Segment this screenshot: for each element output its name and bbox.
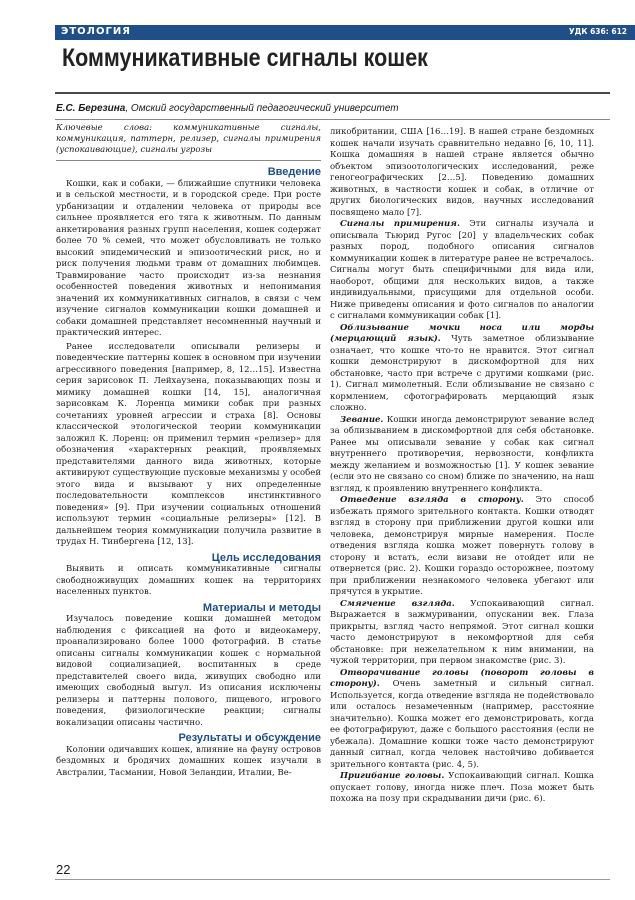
soft-gaze-paragraph	[330, 599, 594, 668]
head-turn-paragraph	[330, 668, 594, 772]
keywords-label: Ключевые слова:	[56, 123, 153, 133]
author-affiliation: , Омский государственный педагогический университет	[125, 103, 399, 114]
goal-heading: Цель исследования	[211, 551, 321, 564]
results-continuation: ликобритании, США [16…19]. В нашей стране бездомных кошек начали изучать сравнительно недавно [6, 10, 11]. Кошка домашняя в нашей стране является обычно объектом эпизоотологических исследований, реже геногеографических [2…5]. Поведению домашних животных, в частности кошек и собак, в отличие от других биологических видов, научных исследований посвящено мало [7].	[330, 127, 594, 218]
footer-rule	[55, 879, 610, 880]
right-column	[330, 127, 594, 806]
keywords-text: коммуникативные сигналы, коммуникация, паттерн, релизер, сигналы примирения (успокаивающие), сигналы угрозы	[56, 123, 322, 155]
lick-paragraph	[330, 323, 594, 415]
head-lower-text: Успокаивающий сигнал. Кошка опускает голову, иногда ниже плеч. Поза может быть похожа на позу при скрадывании дичи (рис. 6).	[330, 771, 594, 804]
intro-heading: Введение	[267, 166, 321, 178]
soft-gaze-label: Смягчение взгляда.	[340, 598, 455, 609]
udk-code: УДК 636: 612	[568, 27, 627, 36]
journal-header-bar	[55, 25, 635, 40]
gaze-paragraph	[330, 495, 594, 599]
author-rule	[55, 119, 610, 120]
head-lower-paragraph	[330, 771, 594, 806]
conciliation-label: Сигналы примирения.	[340, 219, 460, 229]
head-turn-text: Очень заметный и сильный сигнал. Используется, когда отведение взгляда не подействовало или осталось незамеченным (например, расстояние значительно). Кошка может его демонстрировать, когда ее фотографируют, даже с большого расстояния (если не убежала). Домашние кошки тоже часто демонстрируют данный сигнал, когда человек настойчиво добивается зрительного контакта (рис. 4, 5).	[330, 679, 594, 770]
yawn-paragraph	[330, 415, 594, 496]
lick-label: Облизывание мочки носа или морды (мерцающий язык).	[330, 322, 594, 344]
goal-paragraph: Выявить и описать коммуникативные сигналы свободноживущих домашних кошек на территориях населенных пунктов.	[56, 564, 321, 597]
methods-heading: Материалы и методы	[202, 601, 321, 614]
head-turn-label: Отворачивание головы (поворот головы в сторону).	[330, 667, 594, 689]
author-name: Е.С. Березина	[56, 103, 126, 114]
soft-gaze-text: Успокаивающий сигнал. Выражается в зажмуривании, опускании век. Глаза прикрыты, взгляд часто непрямой. Этот сигнал кошки часто демонстрируют в некомфортной для себя обстановке: при нежелательном к ним внимании, на чужой территории, при первом знакомстве (рис. 3).	[330, 598, 594, 666]
page-number: 22	[56, 862, 71, 877]
results-heading: Результаты и обсуждение	[178, 732, 321, 744]
section-name: ЭТОЛОГИЯ	[61, 26, 131, 37]
yawn-text: Кошки иногда демонстрируют зевание вслед за облизыванием в дискомфортной для себя обстановке. Ранее мы описывали зевание у собак как сигнал внутреннего противоречия, нервозности, конфликта между желанием и возможностью [1]. У кошек зевание (если это не связано со сном) ближе по значению, на наш взгляд, к проявлению внутреннего конфликта.	[330, 414, 594, 494]
intro-paragraph-1: Кошки, как и собаки, — ближайшие спутники человека и в сельской местности, и в городской среде. При росте урбанизации и отдалении человека от природы все сильнее проявляется его тяга к животным. По данным анкетирования разных групп населения, кошек содержат более 70 % семей, что может обусловливать не только высокий эпидемический и эпизоотический риск, но и риск получения людьми травм от домашних любимцев. Травмирование часто происходит из-за незнания особенностей поведения животных и непонимания значений их коммуникативных сигналов, в связи с чем изучение сигналов коммуникации кошки домашней и собаки домашней представляет несомненный научный и практический интерес.	[56, 178, 321, 338]
keywords	[56, 123, 321, 156]
intro-paragraph-2: Ранее исследователи описывали релизеры и поведенческие паттерны кошек в основном при изучении агрессивного поведения [например, 8, 12…15]. Известна серия зарисовок П. Лейхаузена, показывающих позы и мимику домашней кошки [14, 15], аналогичная зарисовкам К. Лоренца мимики собак при разных сочетаниях уровней агрессии и страха [8]. Основы классической этологической теории коммуникации заложил К. Лоренц: он применил термин «релизер» для обозначения «характерных реакций, проявляемых представителями данного вида животных, которые активируют существующие пусковые механизмы у особей этого вида и вызывают у них определенные последовательности комплексов инстинктивного поведения» [9]. При изучении социальных отношений используют термин «социальные релизеры» [12]. В дальнейшем теория коммуникации получила развитие в трудах Н. Тинбергена [12, 13].	[56, 341, 321, 547]
gaze-text: Это способ избежать прямого зрительного контакта. Кошки отводят взгляд в сторону при приближении другой кошки или человека, демонстрируя мирные намерения. После отведения взгляда кошка может повернуть голову в сторону и встать, если визави не отойдет или не отвернется (рис. 2). Кошки гораздо осторожнее, поэтому при приближении незнакомого человека убегают или прячутся в укрытие.	[330, 495, 594, 597]
head-lower-label: Пригибание головы.	[340, 771, 445, 781]
gaze-label: Отведение взгляда в сторону.	[340, 495, 524, 505]
left-column	[56, 123, 321, 779]
methods-paragraph: Изучалось поведение кошки домашней методом наблюдения с фиксацией на фото и видеокамеру, проанализировано более 1000 фотографий. В статье описаны сигналы коммуникации кошек с нормальной видовой социализацией, воспитанных в среде представителей своего вида, живущих свободно или имеющих свободный выгул. Из описания исключены релизеры и паттерны полового, пищевого, игрового поведения, физиологические реакции; сигналы вокализации описаны частично.	[56, 614, 321, 728]
conciliation-paragraph	[330, 219, 594, 323]
lick-text: Чуть заметное облизывание означает, что кошке что-то не нравится. Этот сигнал кошки демонстрируют в дискомфортной для них обстановке, часто при встрече с другими кошками (рис. 1). Сигнал мимолетный. Если облизывание не связано с кормлением, сфотографировать мерцающий язык сложно.	[330, 334, 594, 413]
conciliation-text: Эти сигналы изучала и описывала Тьюрид Ругос [20] у владельческих собак разных пород, подобного описания сигналов коммуникации кошек в литературе ранее не встречалось. Сигналы могут быть специфичными для вида или, наоборот, общими для нескольких видов, а также индивидуальными, присущими для отдельной особи. Ниже приведены описания и фото сигналов по аналогии с сигналами коммуникации собак [1].	[330, 219, 594, 321]
keywords-rule	[56, 160, 321, 161]
results-paragraph: Колонии одичавших кошек, влияние на фауну островов бездомных и бродячих домашних кошек изучали в Австралии, Тасмании, Новой Зеландии, Италии, Ве-	[56, 744, 321, 778]
yawn-label: Зевание.	[340, 414, 384, 425]
article-title: Коммуникативные сигналы кошек	[62, 44, 428, 72]
author-line	[56, 103, 399, 114]
title-rule	[55, 92, 610, 94]
